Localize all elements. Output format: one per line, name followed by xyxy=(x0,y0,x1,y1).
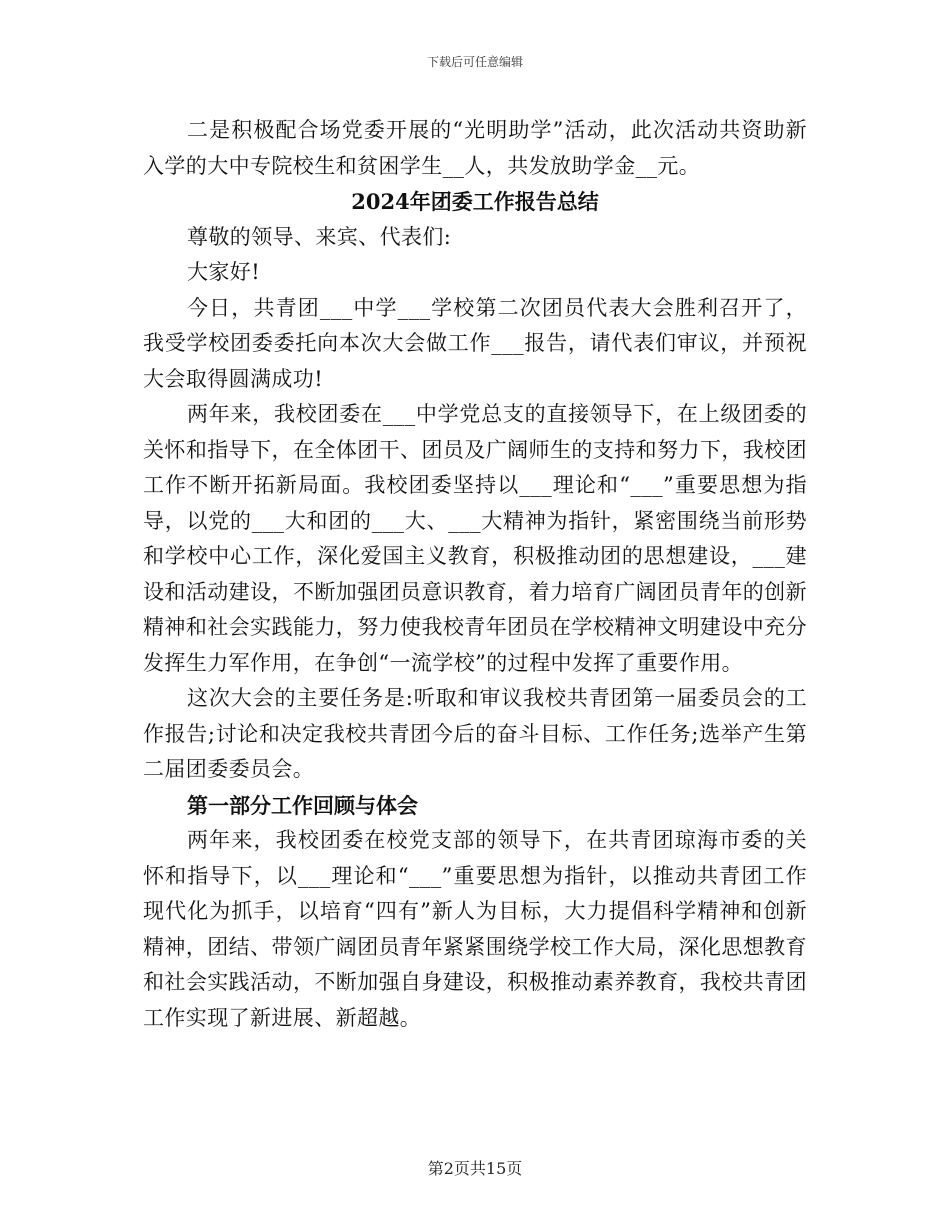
page-header: 下载后可任意编辑 xyxy=(426,55,523,69)
paragraph-opening: 今日，共青团___中学___学校第二次团员代表大会胜利召开了，我受学校团委委托向本次大会做工作___报告，请代表们审议，并预祝大会取得圆满成功! xyxy=(143,295,807,391)
document-title: 2024年团委工作报告总结 xyxy=(351,189,599,214)
section-heading: 第一部分工作回顾与体会 xyxy=(187,792,418,818)
paragraph-aid-activity: 二是积极配合场党委开展的“光明助学”活动，此次活动共资助新入学的大中专院校生和贫困学生__人，共发放助学金__元。 xyxy=(143,118,807,178)
paragraph-main-tasks: 这次大会的主要任务是:听取和审议我校共青团第一届委员会的工作报告;讨论和决定我校共青团今后的奋斗目标、工作任务;选举产生第二届团委委员会。 xyxy=(143,686,807,781)
greeting: 大家好! xyxy=(187,260,261,284)
paragraph-two-years: 两年来，我校团委在___中学党总支的直接领导下，在上级团委的关怀和指导下，在全体团干、团员及广阔师生的支持和努力下，我校团工作不断开拓新局面。我校团委坚持以___理论和“___”重要思想为指导，以党的___大和团的___大、___大精神为指针，紧密围绕当前形势和学校中心工作，深化爱国主义教育，积极推动团的思想建设，___建设和活动建设，不断加强团员意识教育，着力培育广阔团员青年的创新精神和社会实践能力，努力使我校青年团员在学校精神文明建设中充分发挥生力军作用，在争创“一流学校”的过程中发挥了重要作用。 xyxy=(143,402,807,675)
page-footer: 第2页共15页 xyxy=(427,1159,523,1178)
document-body xyxy=(143,113,807,1036)
paragraph-review: 两年来，我校团委在校党支部的领导下，在共青团琼海市委的关怀和指导下，以___理论和“___”重要思想为指针，以推动共青团工作现代化为抓手，以培育“四有”新人为目标，大力提倡科学精神和创新精神，团结、带领广阔团员青年紧紧围绕学校工作大局，深化思想教育和社会实践活动，不断加强自身建设，积极推动素养教育，我校共青团工作实现了新进展、新超越。 xyxy=(143,828,807,1030)
salutation: 尊敬的领导、来宾、代表们: xyxy=(187,224,452,249)
